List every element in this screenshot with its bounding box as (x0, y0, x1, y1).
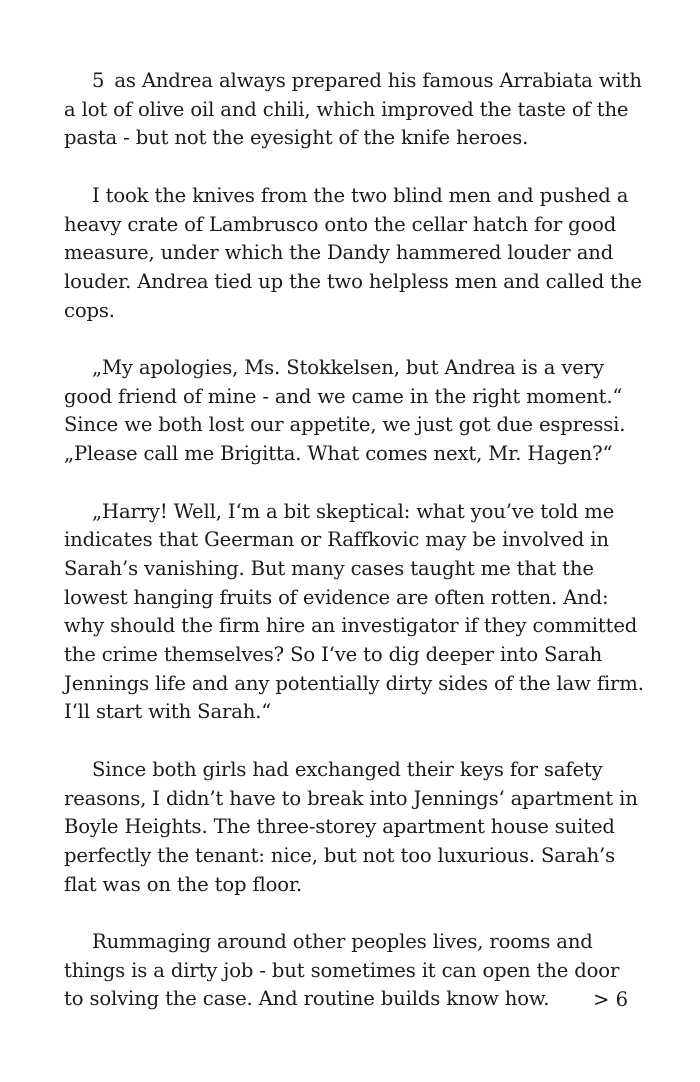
paragraph-5: Since both girls had exchanged their keys for safety reasons, I didn’t have to break into Jennings‘ apartment in Boyle Heights. The three-storey apartment house suited perfectly the tenant: nice, but not too luxurious. Sarah’s flat was on the top floor. (64, 757, 638, 896)
paragraph-4: „Harry! Well, I‘m a bit skeptical: what you’ve told me indicates that Geerman or Raffkovic may be involved in Sarah’s vanishing. But many cases taught me that the lowest hanging fruits of evidence are often rotten. And: why should the firm hire an investigator if they committed the crime themselves? So I‘ve to dig deeper into Sarah Jennings life and any potentially dirty sides of the law firm. I‘ll start with Sarah.“ (64, 499, 644, 724)
page-number: 5 (92, 69, 105, 92)
paragraph-3: „My apologies, Ms. Stokkelsen, but Andrea is a very good friend of mine - and we came in the right moment.“ Since we both lost our appetite, we just got due espressi. „Please call me Brigitta. What comes next, Mr. Hagen?“ (64, 356, 626, 466)
book-page (64, 67, 644, 1043)
paragraph-6 (64, 928, 644, 1014)
paragraph-1-text: as Andrea always prepared his famous Arrabiata with a lot of olive oil and chili, which improved the taste of the pasta - but not the eyesight of the knife heroes. (64, 69, 642, 150)
paragraph-1 (64, 67, 644, 153)
next-page-marker[interactable]: > 6 (593, 988, 629, 1011)
paragraph-6-text: Rummaging around other peoples lives, rooms and things is a dirty job - but sometimes it can open the door to solving the case. And routine builds know how. (64, 930, 620, 1011)
paragraph-2: I took the knives from the two blind men and pushed a heavy crate of Lambrusco onto the cellar hatch for good measure, under which the Dandy hammered louder and louder. Andrea tied up the two helpless men and called the cops. (64, 183, 642, 322)
